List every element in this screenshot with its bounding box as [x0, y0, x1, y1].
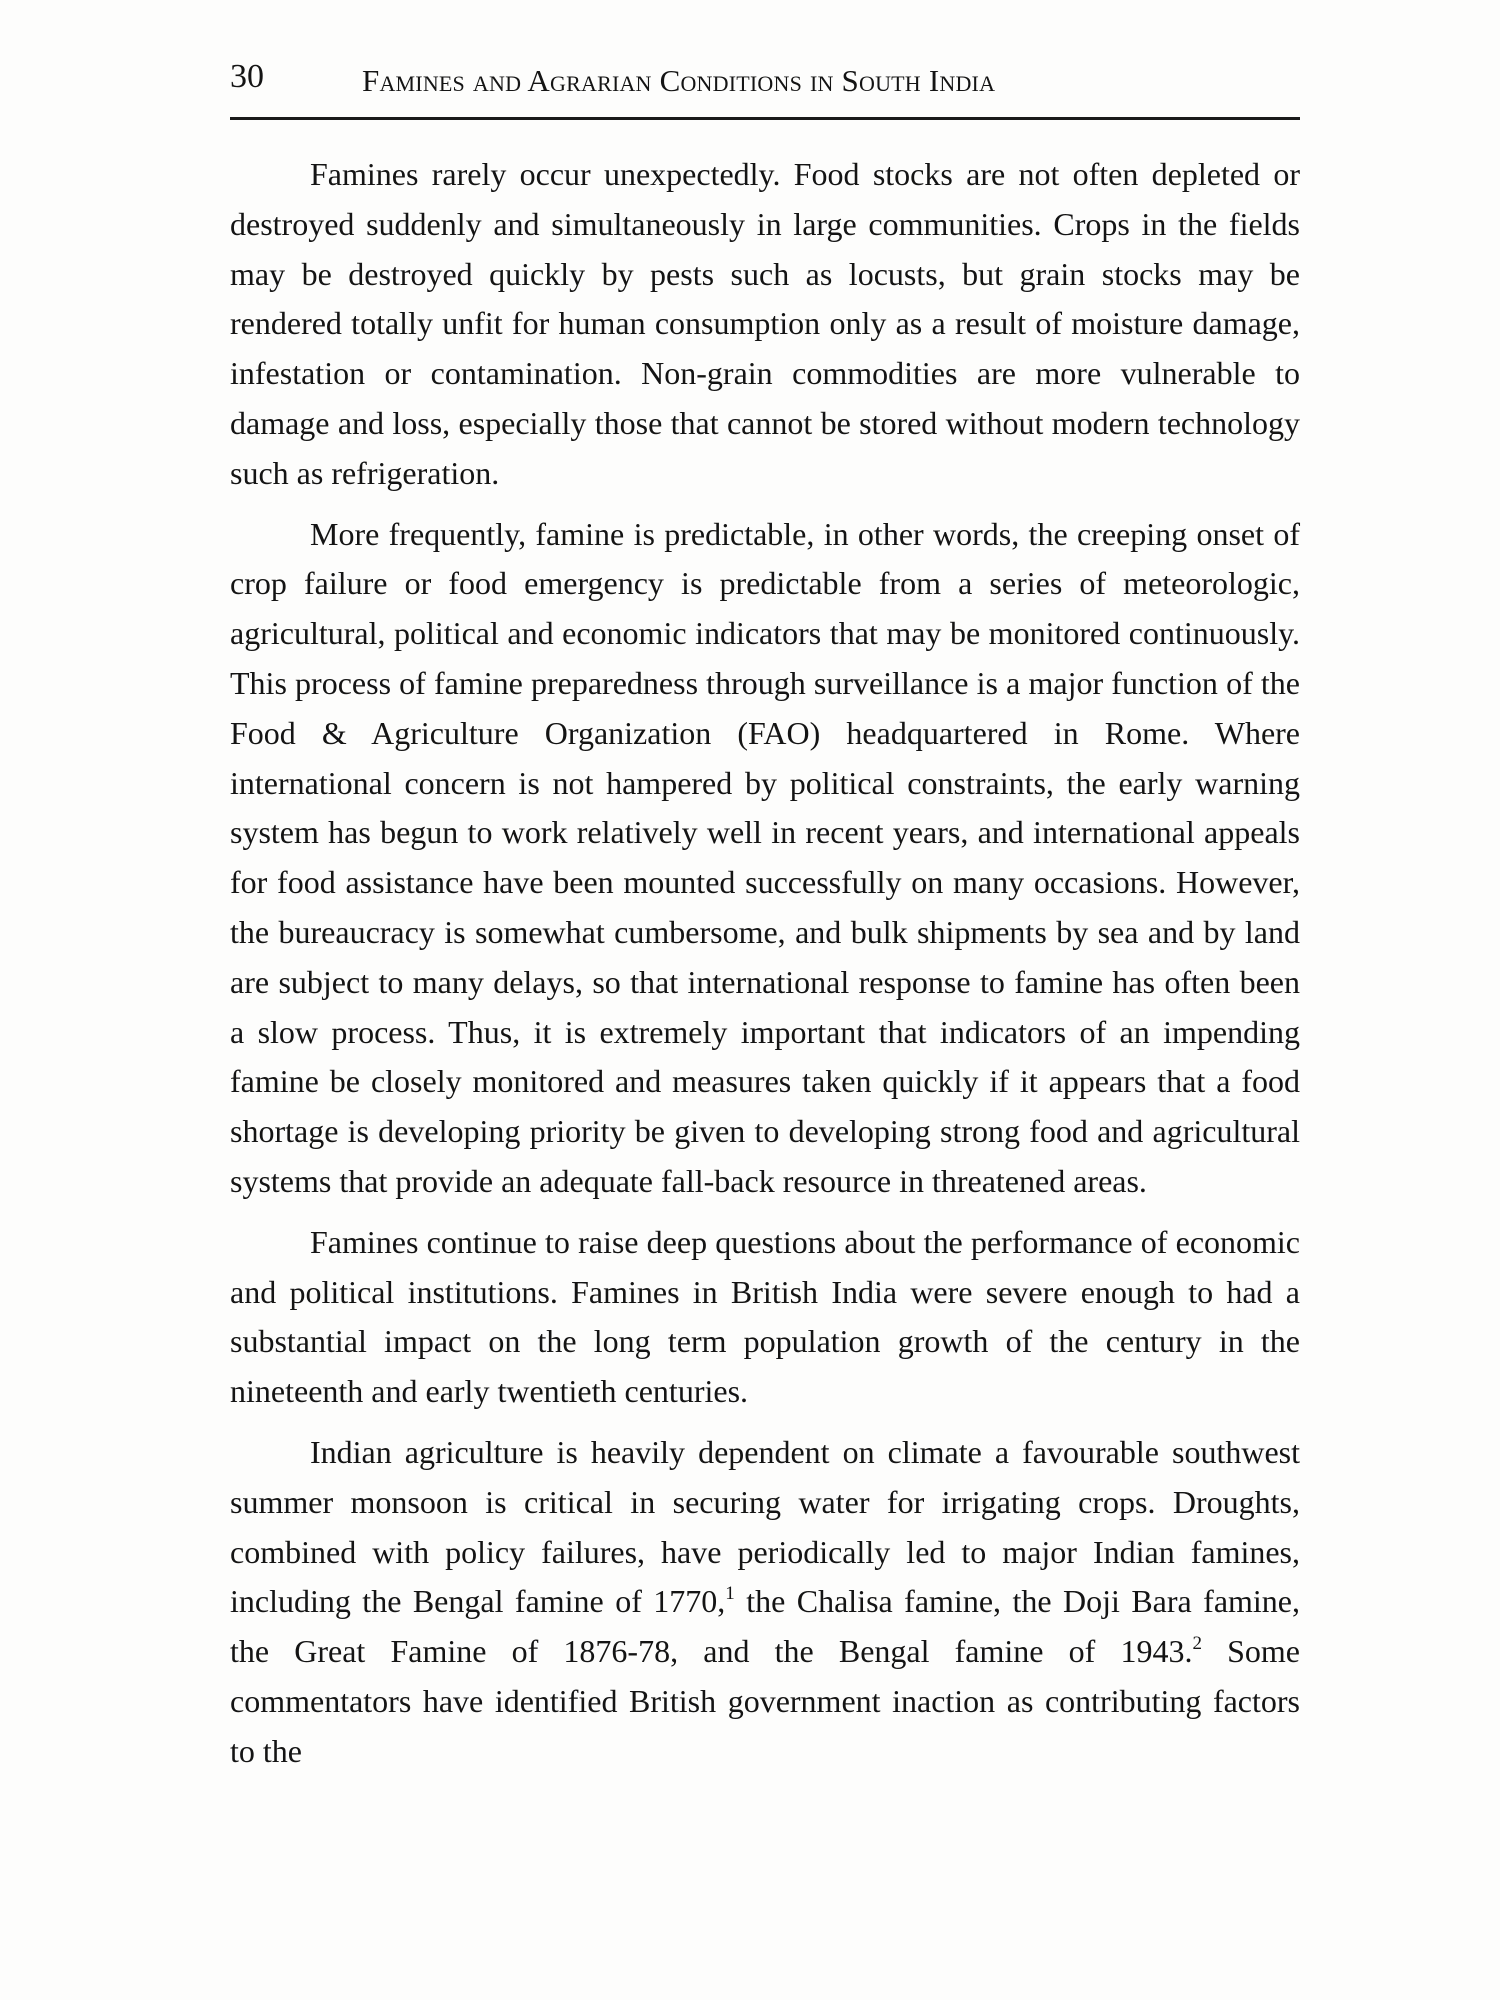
body-text: [230, 150, 1300, 1788]
footnote-ref-2: 2: [1192, 1633, 1202, 1655]
paragraph-3: Famines continue to raise deep questions about the performance of economic and political institutions. Famines in British India were severe enough to had a substantial impact on the long term population growth of the century in the nineteenth and early twentieth centuries.: [230, 1223, 1300, 1410]
paragraph-4-part-2: the Chalisa famine, the Doji Bara famine, the Great Famine of 1876-78, and the Bengal famine of 1943.: [230, 1583, 1301, 1670]
paragraph-4: [230, 1428, 1300, 1777]
paragraph-4-part-1: Indian agriculture is heavily dependent on climate a favourable southwest summer monsoon is critical in securing water for irrigating crops. Droughts, combined with policy failures, have periodically led to major Indian famines, including the Bengal famine of 1770,: [230, 1433, 1300, 1620]
paragraph-1: Famines rarely occur unexpectedly. Food stocks are not often depleted or destroyed suddenly and simultaneously in large communities. Crops in the fields may be destroyed quickly by pests such as locusts, but grain stocks may be rendered totally unfit for human consumption only as a result of moisture damage, infestation or contamination. Non-grain commodities are more vulnerable to damage and loss, especially those that cannot be stored without modern technology such as refrigeration.: [230, 156, 1300, 491]
header-rule: [230, 117, 1300, 120]
paragraph-4-part-3: Some commentators have identified British government inaction as contributing factors to the: [230, 1633, 1300, 1769]
page-number: 30: [230, 58, 264, 95]
paragraph-2: More frequently, famine is predictable, in other words, the creeping onset of crop failure or food emergency is predictable from a series of meteorologic, agricultural, political and economic indicators that may be monitored continuously. This process of famine preparedness through surveillance is a major function of the Food & Agriculture Organization (FAO) headquartered in Rome. Where international concern is not hampered by political constraints, the early warning system has begun to work relatively well in recent years, and international appeals for food assistance have been mounted successfully on many occasions. However, the bureaucracy is somewhat cumbersome, and bulk shipments by sea and by land are subject to many delays, so that international response to famine has often been a slow process. Thus, it is extremely important that indicators of an impending famine be closely monitored and measures taken quickly if it appears that a food shortage is developing priority be given to developing strong food and agricultural systems that provide an adequate fall-back resource in threatened areas.: [230, 515, 1300, 1199]
book-title: Famines and Agrarian Conditions in South India: [362, 63, 996, 98]
footnote-ref-1: 1: [725, 1583, 735, 1605]
running-head: [230, 52, 1300, 112]
